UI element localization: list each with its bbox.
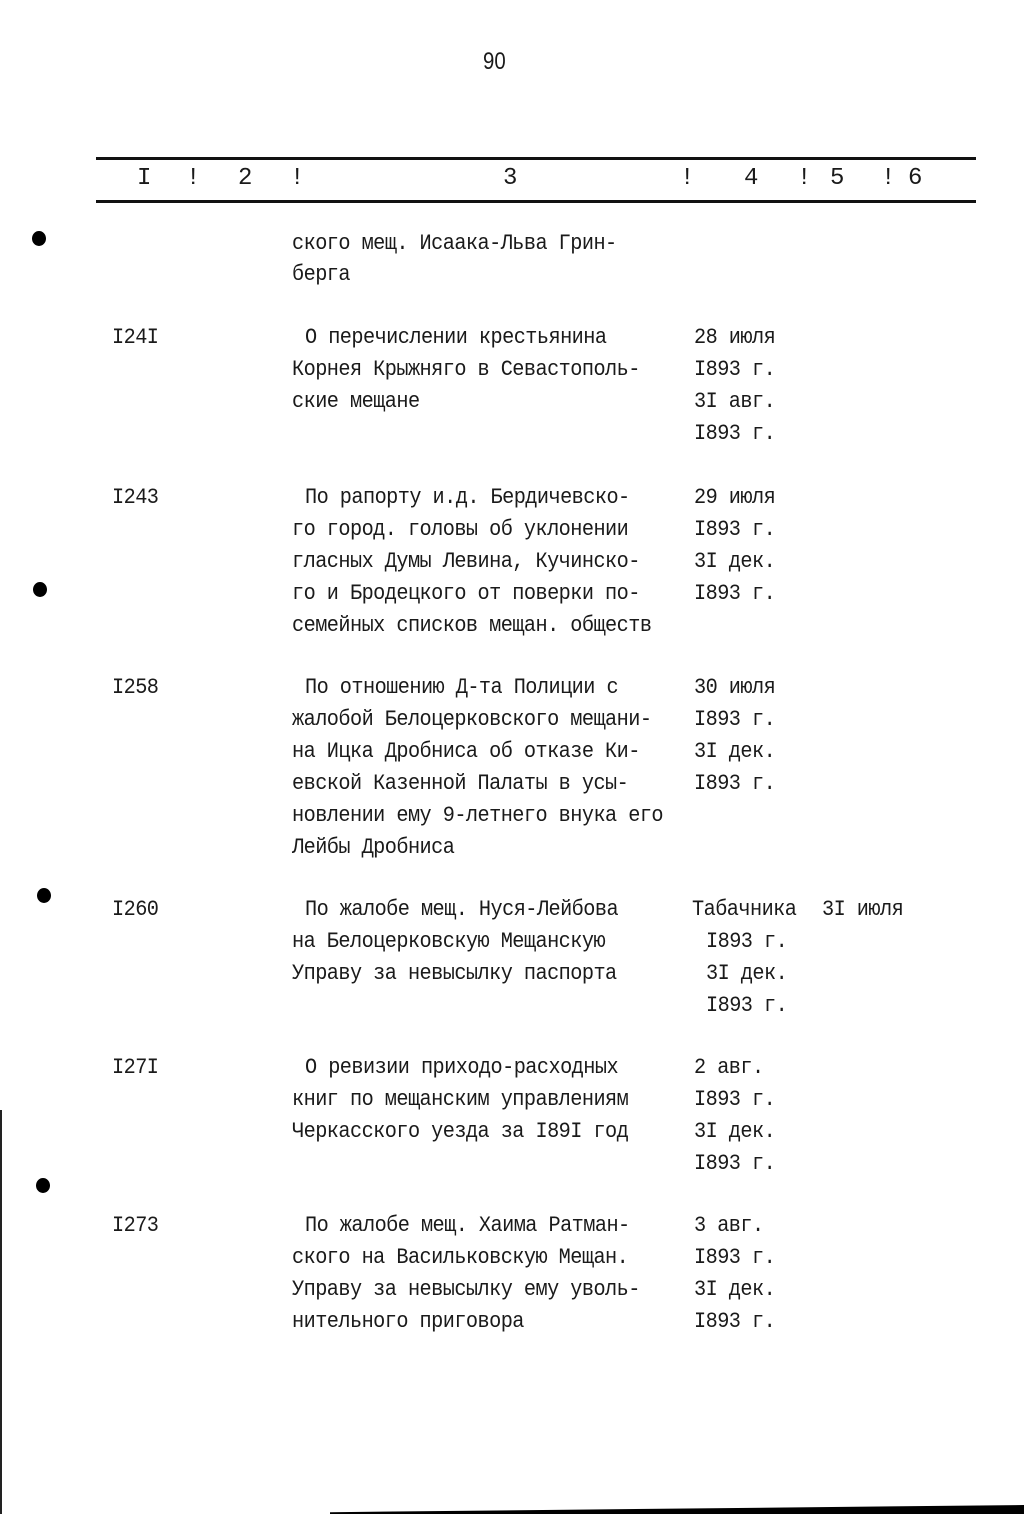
column-header-6: 6 bbox=[908, 165, 923, 192]
text-line: го город. головы об уклонении bbox=[292, 517, 629, 542]
text-line: О перечислении крестьянина bbox=[305, 325, 607, 350]
date-line: 3I дек. bbox=[706, 961, 788, 986]
entry-id: I27I bbox=[112, 1055, 159, 1080]
text-line: евской Казенной Палаты в усы- bbox=[292, 771, 629, 796]
text-line: По рапорту и.д. Бердичевско- bbox=[305, 485, 630, 510]
entry-id: I243 bbox=[112, 485, 159, 510]
column-header-5: 5 bbox=[830, 165, 845, 192]
text-line: Управу за невысылку ему уволь- bbox=[292, 1277, 640, 1302]
column-separator: ! bbox=[881, 165, 896, 192]
text-line: берга bbox=[292, 262, 350, 287]
text-line-overflow: Табачника bbox=[692, 897, 797, 922]
punch-hole-icon bbox=[33, 582, 47, 597]
column-separator: ! bbox=[290, 165, 305, 192]
text-line: Лейбы Дробниса bbox=[292, 835, 455, 860]
column-header-4: 4 bbox=[744, 165, 759, 192]
text-line: го и Бродецкого от поверки по- bbox=[292, 581, 640, 606]
text-line: гласных Думы Левина, Кучинско- bbox=[292, 549, 640, 574]
date-line: 3I июля bbox=[822, 897, 904, 922]
entry-id: I258 bbox=[112, 675, 159, 700]
date-line: I893 г. bbox=[694, 707, 776, 732]
date-line: 3I дек. bbox=[694, 1277, 776, 1302]
entry-id: I273 bbox=[112, 1213, 159, 1238]
date-line: 3I авг. bbox=[694, 389, 776, 414]
text-line: нительного приговора bbox=[292, 1309, 524, 1334]
date-line: I893 г. bbox=[694, 581, 776, 606]
scan-edge-bottom bbox=[330, 1505, 1024, 1514]
column-separator: ! bbox=[680, 165, 695, 192]
text-line: По жалобе мещ. Хаима Ратман- bbox=[305, 1213, 630, 1238]
text-line: По жалобе мещ. Нуся-Лейбова bbox=[305, 897, 619, 922]
date-line: I893 г. bbox=[694, 1309, 776, 1334]
date-line: I893 г. bbox=[694, 421, 776, 446]
date-line: 30 июля bbox=[694, 675, 776, 700]
date-line: 29 июля bbox=[694, 485, 776, 510]
header-top-rule bbox=[96, 157, 976, 160]
text-line: По отношению Д-та Полиции с bbox=[305, 675, 619, 700]
punch-hole-icon bbox=[37, 888, 51, 903]
date-line: I893 г. bbox=[694, 1087, 776, 1112]
date-line: 28 июля bbox=[694, 325, 776, 350]
date-line: 2 авг. bbox=[694, 1055, 764, 1080]
text-line: О ревизии приходо-расходных bbox=[305, 1055, 619, 1080]
header-bottom-rule bbox=[96, 200, 976, 203]
text-line: Черкасского уезда за I89I год bbox=[292, 1119, 629, 1144]
date-line: I893 г. bbox=[694, 517, 776, 542]
date-line: I893 г. bbox=[706, 993, 788, 1018]
text-line: ского на Васильковскую Мещан. bbox=[292, 1245, 629, 1270]
text-line: ские мещане bbox=[292, 389, 420, 414]
column-header-3: 3 bbox=[503, 165, 518, 192]
date-line: I893 г. bbox=[694, 1151, 776, 1176]
date-line: 3I дек. bbox=[694, 739, 776, 764]
date-line: I893 г. bbox=[706, 929, 788, 954]
date-line: I893 г. bbox=[694, 771, 776, 796]
date-line: I893 г. bbox=[694, 357, 776, 382]
date-line: 3 авг. bbox=[694, 1213, 764, 1238]
entry-id: I260 bbox=[112, 897, 159, 922]
punch-hole-icon bbox=[32, 231, 46, 246]
date-line: I893 г. bbox=[694, 1245, 776, 1270]
text-line: Корнея Крыжняго в Севастополь- bbox=[292, 357, 640, 382]
page-number: 90 bbox=[483, 48, 506, 75]
date-line: 3I дек. bbox=[694, 1119, 776, 1144]
text-line: ского мещ. Исаака-Льва Грин- bbox=[292, 231, 617, 256]
text-line: новлении ему 9-летнего внука его bbox=[292, 803, 664, 828]
column-header-2: 2 bbox=[238, 165, 253, 192]
date-line: 3I дек. bbox=[694, 549, 776, 574]
scan-edge-left bbox=[0, 1110, 2, 1514]
text-line: Управу за невысылку паспорта bbox=[292, 961, 617, 986]
column-separator: ! bbox=[186, 165, 201, 192]
text-line: на Белоцерковскую Мещанскую bbox=[292, 929, 606, 954]
punch-hole-icon bbox=[36, 1178, 50, 1193]
text-line: на Ицка Дробниса об отказе Ки- bbox=[292, 739, 640, 764]
column-header-1: I bbox=[137, 165, 152, 192]
column-separator: ! bbox=[797, 165, 812, 192]
text-line: жалобой Белоцерковского мещани- bbox=[292, 707, 652, 732]
text-line: книг по мещанским управлениям bbox=[292, 1087, 629, 1112]
entry-id: I24I bbox=[112, 325, 159, 350]
text-line: семейных списков мещан. обществ bbox=[292, 613, 652, 638]
